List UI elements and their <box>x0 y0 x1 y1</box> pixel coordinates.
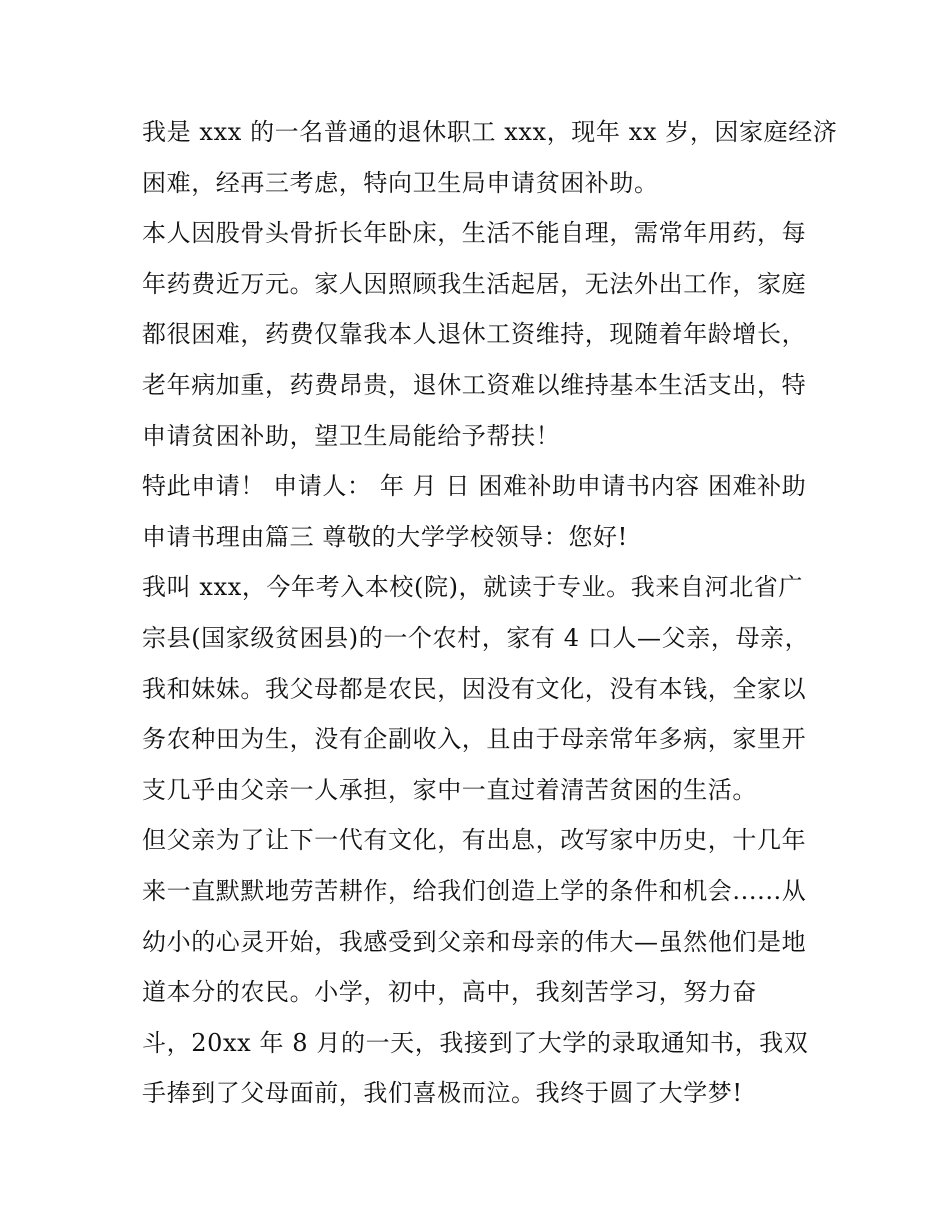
text-line: 申请书理由篇三 尊敬的大学学校领导：您好! <box>142 522 628 551</box>
text-line: 年药费近万元。家人因照顾我生活起居，无法外出工作，家庭 <box>142 269 807 298</box>
text-line: 都很困难，药费仅靠我本人退休工资维持，现随着年龄增长， <box>142 320 807 349</box>
text-line: 申请贫困补助，望卫生局能给予帮扶！ <box>142 421 561 450</box>
text-line: 幼小的心灵开始，我感受到父亲和母亲的伟大—虽然他们是地 <box>142 927 807 956</box>
text-line: 特此申请！ 申请人： 年 月 日 困难补助申请书内容 困难补助 <box>142 472 807 501</box>
text-line: 我叫 xxx，今年考入本校(院)，就读于专业。我来自河北省广 <box>142 573 803 602</box>
text-line: 我是 xxx 的一名普通的退休职工 xxx，现年 xx 岁，因家庭经济 <box>142 118 838 146</box>
text-line: 支几乎由父亲一人承担，家中一直过着清苦贫困的生活。 <box>142 775 757 804</box>
text-line: 我和妹妹。我父母都是农民，因没有文化，没有本钱，全家以 <box>142 674 807 703</box>
text-line: 宗县(国家级贫困县)的一个农村，家有 4 口人—父亲，母亲， <box>142 623 810 652</box>
text-line: 斗，20xx 年 8 月的一天，我接到了大学的录取通知书，我双 <box>142 1028 809 1057</box>
text-line: 本人因股骨头骨折长年卧床，生活不能自理，需常年用药，每 <box>142 219 807 248</box>
document-body <box>142 107 838 1119</box>
text-line: 道本分的农民。小学，初中，高中，我刻苦学习，努力奋 <box>142 978 757 1007</box>
text-line: 手捧到了父母面前，我们喜极而泣。我终于圆了大学梦! <box>142 1079 743 1108</box>
text-line: 务农种田为生，没有企副收入，且由于母亲常年多病，家里开 <box>142 725 807 754</box>
text-line: 但父亲为了让下一代有文化，有出息，改写家中历史，十几年 <box>142 826 807 855</box>
text-line: 老年病加重，药费昂贵，退休工资难以维持基本生活支出，特 <box>142 370 807 399</box>
text-line: 困难，经再三考虑，特向卫生局申请贫困补助。 <box>142 168 659 197</box>
text-line: 来一直默默地劳苦耕作，给我们创造上学的条件和机会......从 <box>142 876 807 905</box>
